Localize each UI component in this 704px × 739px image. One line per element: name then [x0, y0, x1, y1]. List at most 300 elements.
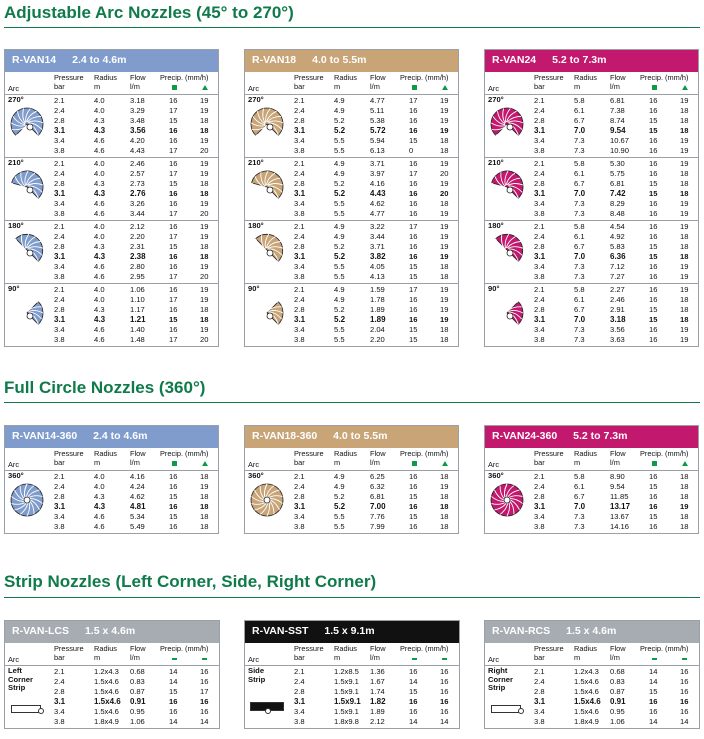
cell-radius: 1.5x9.1	[334, 707, 359, 716]
table-row	[5, 305, 218, 315]
cell-radius: 1.8x4.9	[94, 717, 119, 726]
cell-precip-triangle: 18	[440, 199, 449, 208]
cell-precip-triangle: 18	[200, 179, 209, 188]
table-row	[5, 492, 218, 502]
cell-pressure: 3.4	[294, 199, 305, 208]
col-m: m	[574, 653, 581, 662]
cell-precip-square: 16	[169, 262, 178, 271]
cell-flow: 7.99	[370, 522, 385, 531]
arc-label: 90°	[488, 284, 500, 293]
cell-flow: 2.73	[130, 179, 145, 188]
square-spacing-icon	[172, 461, 177, 466]
cell-precip-triangle: 20	[440, 189, 449, 198]
table-row	[5, 232, 218, 242]
table-row	[485, 252, 698, 262]
table-row	[485, 272, 698, 282]
cell-precip-square: 0	[409, 146, 414, 155]
col-m: m	[334, 653, 341, 662]
cell-precip-triangle: 18	[680, 305, 689, 314]
cell-precip-triangle: 18	[440, 512, 449, 521]
cell-precip-square: 15	[409, 512, 418, 521]
cell-pressure: 3.8	[54, 146, 65, 155]
cell-flow: 1.21	[130, 315, 146, 324]
cell-pressure: 3.8	[534, 272, 545, 281]
cell-precip-triangle: 16	[680, 687, 689, 696]
cell-precip-square: 17	[169, 146, 178, 155]
cell-pressure: 2.1	[54, 285, 65, 294]
table-row	[245, 242, 458, 252]
cell-flow: 4.62	[370, 199, 385, 208]
cell-pressure: 3.4	[54, 199, 65, 208]
cell-radius: 5.5	[334, 522, 345, 531]
cell-radius: 5.8	[574, 222, 585, 231]
nozzle-card	[4, 620, 220, 729]
cell-flow: 2.95	[130, 272, 145, 281]
cell-precip-triangle: 20	[200, 209, 209, 218]
cell-pressure: 2.4	[534, 106, 545, 115]
cell-precip-square: 15	[649, 305, 658, 314]
cell-flow: 0.87	[130, 687, 145, 696]
table-row	[5, 707, 219, 717]
cell-flow: 14.16	[610, 522, 630, 531]
cell-precip-triangle: 19	[680, 325, 689, 334]
cell-pressure: 3.4	[54, 136, 65, 145]
cell-precip-square: 16	[649, 697, 658, 706]
cell-flow: 3.44	[370, 232, 385, 241]
table-row	[5, 262, 218, 272]
cell-precip-triangle: 19	[440, 222, 449, 231]
cell-radius: 6.7	[574, 305, 585, 314]
cell-precip-square: 15	[649, 116, 658, 125]
cell-radius: 1.2x4.3	[94, 667, 119, 676]
cell-precip-square: 16	[409, 295, 418, 304]
cell-precip-square: 16	[649, 522, 658, 531]
cell-precip-triangle: 19	[680, 159, 689, 168]
cell-pressure: 3.8	[54, 209, 65, 218]
cell-radius: 4.9	[334, 96, 345, 105]
table-row	[5, 199, 218, 209]
cell-precip-square: 15	[409, 492, 418, 501]
cell-pressure: 3.8	[534, 209, 545, 218]
cell-flow: 2.46	[610, 295, 625, 304]
cell-flow: 6.81	[370, 492, 385, 501]
cell-precip-square: 17	[169, 295, 178, 304]
cell-precip-square: 16	[649, 325, 658, 334]
col-pressure: Pressure	[534, 644, 564, 653]
table-row	[485, 674, 699, 687]
cell-precip-square: 15	[649, 242, 658, 251]
cell-radius: 4.9	[334, 222, 345, 231]
table-row	[245, 687, 459, 697]
arc-group	[245, 471, 458, 533]
cell-pressure: 2.8	[54, 492, 65, 501]
card-model-name: R-VAN14	[12, 54, 57, 66]
cell-radius: 1.5x9.1	[334, 677, 359, 686]
cell-precip-triangle: 19	[200, 106, 209, 115]
cell-flow: 13.67	[610, 512, 630, 521]
cell-precip-square: 16	[649, 159, 658, 168]
cell-precip-triangle: 18	[680, 482, 689, 491]
cell-pressure: 2.8	[294, 116, 305, 125]
cell-precip-square: 16	[649, 209, 658, 218]
cell-precip-square: 16	[649, 136, 658, 145]
table-row	[245, 482, 458, 492]
cell-pressure: 2.8	[294, 687, 305, 696]
cell-pressure: 2.4	[54, 295, 65, 304]
cell-flow: 0.83	[130, 677, 145, 686]
cell-flow: 2.80	[130, 262, 145, 271]
cell-precip-square: 16	[409, 106, 418, 115]
cell-radius: 7.3	[574, 325, 585, 334]
cell-radius: 4.0	[94, 96, 105, 105]
cell-precip-square: 14	[409, 717, 418, 726]
cell-radius: 1.5x4.6	[94, 707, 119, 716]
col-bar: bar	[294, 458, 305, 467]
cell-precip-square: 16	[409, 242, 418, 251]
cell-flow: 13.17	[610, 502, 631, 511]
nozzle-card	[244, 620, 460, 729]
arc-group	[245, 158, 458, 221]
cell-flow: 2.57	[130, 169, 145, 178]
cell-precip-triangle: 18	[680, 242, 689, 251]
section-rule	[4, 27, 700, 28]
nozzle-card	[244, 425, 459, 534]
cell-radius: 4.0	[94, 472, 105, 481]
cell-flow: 0.68	[130, 667, 145, 676]
col-m: m	[574, 82, 581, 91]
table-row	[485, 492, 698, 502]
cell-pressure: 3.4	[294, 136, 305, 145]
arc-label: 270°	[248, 95, 264, 104]
cell-flow: 0.87	[610, 687, 625, 696]
cell-radius: 1.5x4.6	[574, 687, 599, 696]
cell-radius: 5.5	[334, 325, 345, 334]
column-headers	[245, 643, 459, 666]
cell-radius: 5.2	[334, 242, 345, 251]
cell-flow: 5.49	[130, 522, 145, 531]
col-lm: l/m	[130, 458, 140, 467]
cell-precip-square: 15	[169, 315, 178, 324]
cell-pressure: 3.4	[54, 262, 65, 271]
cell-precip-square: 16	[409, 116, 418, 125]
table-row	[485, 262, 698, 272]
cell-radius: 7.3	[574, 272, 585, 281]
cell-precip-square: 15	[649, 126, 658, 135]
arc-group	[245, 95, 458, 158]
col-precip: Precip. (mm/h)	[640, 644, 689, 653]
cell-pressure: 2.8	[534, 116, 545, 125]
table-row	[485, 179, 698, 189]
cell-precip-square: 15	[649, 179, 658, 188]
cell-precip-triangle: 19	[680, 222, 689, 231]
cell-precip-square: 15	[649, 189, 658, 198]
cell-flow: 11.85	[610, 492, 629, 501]
cell-radius: 7.0	[574, 252, 586, 261]
cell-precip-square: 17	[169, 209, 178, 218]
cell-precip-triangle: 18	[680, 189, 689, 198]
arc-group	[485, 284, 698, 346]
card-header	[485, 426, 698, 448]
cell-precip-square: 16	[409, 126, 418, 135]
table-row	[485, 189, 698, 199]
arc-label: 180°	[8, 221, 24, 230]
cell-radius: 6.1	[574, 169, 585, 178]
cell-precip-square: 16	[409, 502, 418, 511]
cell-pressure: 2.8	[54, 305, 65, 314]
cell-flow: 0.95	[130, 707, 145, 716]
cell-precip-square: 15	[649, 512, 658, 521]
cell-radius: 4.9	[334, 295, 345, 304]
cell-radius: 4.0	[94, 169, 105, 178]
cell-pressure: 2.1	[534, 222, 545, 231]
cell-precip-triangle: 19	[680, 502, 689, 511]
cell-flow: 2.76	[130, 189, 146, 198]
cell-precip-triangle: 19	[200, 262, 209, 271]
cell-radius: 4.3	[94, 126, 106, 135]
arc-label-line: Corner	[8, 674, 33, 684]
table-row	[485, 325, 698, 335]
cell-precip-triangle: 18	[200, 305, 209, 314]
cell-pressure: 3.4	[294, 707, 305, 716]
cell-precip-square: 14	[649, 677, 658, 686]
col-pressure: Pressure	[54, 449, 84, 458]
card-radius-range: 2.4 to 4.6m	[72, 54, 127, 66]
table-row	[245, 136, 458, 146]
cell-flow: 5.75	[610, 169, 625, 178]
cell-precip-square: 16	[409, 159, 418, 168]
col-precip: Precip. (mm/h)	[160, 73, 209, 82]
cell-radius: 4.9	[334, 232, 345, 241]
cell-pressure: 2.8	[534, 179, 545, 188]
col-flow: Flow	[610, 449, 626, 458]
cell-precip-square: 16	[169, 189, 178, 198]
cell-radius: 4.9	[334, 106, 345, 115]
cell-precip-triangle: 18	[440, 272, 449, 281]
cell-pressure: 2.1	[294, 159, 305, 168]
cell-radius: 5.2	[334, 116, 345, 125]
cell-precip-triangle: 18	[200, 116, 209, 125]
cell-radius: 4.0	[94, 159, 105, 168]
cell-flow: 3.56	[610, 325, 625, 334]
cell-flow: 6.13	[370, 146, 385, 155]
cell-pressure: 3.8	[294, 272, 305, 281]
cell-flow: 6.32	[370, 482, 385, 491]
cell-flow: 5.83	[610, 242, 625, 251]
cell-radius: 4.6	[94, 512, 105, 521]
cell-precip-triangle: 19	[440, 482, 449, 491]
cell-precip-triangle: 19	[440, 285, 449, 294]
cell-precip-triangle: 18	[200, 242, 209, 251]
cell-precip-square: 16	[409, 707, 418, 716]
table-row	[245, 209, 458, 219]
cell-precip-square: 17	[409, 96, 418, 105]
triangular-spacing-icon	[202, 658, 207, 660]
nozzle-card	[484, 425, 699, 534]
arc-group	[5, 666, 219, 728]
cell-pressure: 3.1	[294, 697, 306, 706]
cell-radius: 5.5	[334, 146, 345, 155]
cell-precip-triangle: 18	[440, 136, 449, 145]
cell-radius: 4.3	[94, 179, 105, 188]
cell-precip-square: 17	[409, 222, 418, 231]
cell-radius: 7.3	[574, 522, 585, 531]
cell-precip-triangle: 16	[680, 677, 689, 686]
cell-radius: 4.9	[334, 159, 345, 168]
card-model-name: R-VAN24-360	[492, 430, 558, 442]
cell-pressure: 3.4	[294, 325, 305, 334]
cell-radius: 6.7	[574, 242, 585, 251]
cell-precip-square: 17	[169, 335, 178, 344]
table-row	[485, 335, 698, 345]
cell-precip-square: 16	[649, 96, 658, 105]
cell-radius: 4.0	[94, 285, 105, 294]
col-bar: bar	[54, 653, 65, 662]
card-model-name: R-VAN14-360	[12, 430, 78, 442]
table-row	[245, 674, 459, 687]
arc-label: 180°	[248, 221, 264, 230]
cell-precip-triangle: 19	[440, 305, 449, 314]
nozzle-card	[484, 49, 699, 347]
cell-radius: 1.5x4.6	[94, 697, 121, 706]
card-radius-range: 1.5 x 4.6m	[84, 625, 136, 637]
table-row	[5, 295, 218, 305]
cell-pressure: 2.4	[54, 106, 65, 115]
cell-flow: 10.67	[610, 136, 630, 145]
cell-flow: 1.48	[130, 335, 145, 344]
col-radius: Radius	[574, 449, 598, 458]
cell-precip-triangle: 18	[200, 472, 209, 481]
cell-radius: 5.5	[334, 512, 345, 521]
cell-radius: 4.0	[94, 222, 105, 231]
arc-label-line: Strip	[8, 683, 26, 692]
cell-pressure: 2.8	[294, 179, 305, 188]
cell-precip-square: 15	[169, 242, 178, 251]
card-header	[5, 50, 218, 72]
table-row	[245, 96, 458, 106]
table-row	[485, 146, 698, 156]
card-header	[485, 621, 699, 643]
cell-precip-triangle: 19	[440, 179, 449, 188]
col-arc: Arc	[488, 655, 500, 664]
cell-pressure: 3.1	[294, 315, 306, 324]
cell-pressure: 3.4	[294, 512, 305, 521]
table-row	[485, 295, 698, 305]
table-row	[245, 232, 458, 242]
cell-radius: 7.0	[574, 189, 586, 198]
cell-pressure: 2.4	[534, 482, 545, 491]
col-bar: bar	[294, 653, 305, 662]
col-arc: Arc	[248, 84, 260, 93]
cell-flow: 7.76	[370, 512, 385, 521]
arc-label-line: Strip	[248, 674, 266, 684]
cell-precip-square: 16	[649, 502, 658, 511]
cell-radius: 5.2	[334, 502, 346, 511]
card-radius-range: 1.5 x 4.6m	[566, 625, 617, 637]
cell-precip-square: 16	[409, 252, 418, 261]
table-row	[245, 285, 458, 295]
cell-precip-triangle: 18	[680, 179, 689, 188]
triangular-spacing-icon	[682, 461, 688, 466]
cell-precip-square: 14	[649, 717, 658, 726]
cell-precip-triangle: 18	[440, 146, 449, 155]
cell-precip-triangle: 16	[200, 707, 209, 716]
cell-precip-triangle: 18	[200, 189, 209, 198]
cell-flow: 2.20	[370, 335, 385, 344]
cell-flow: 7.27	[610, 272, 625, 281]
cell-flow: 1.36	[370, 667, 385, 676]
cell-flow: 8.48	[610, 209, 625, 218]
cell-radius: 7.0	[574, 126, 586, 135]
table-row	[245, 502, 458, 512]
cell-pressure: 2.4	[294, 232, 305, 241]
cell-flow: 0.95	[610, 707, 625, 716]
cell-radius: 4.9	[334, 472, 345, 481]
cell-flow: 1.89	[370, 707, 385, 716]
col-radius: Radius	[574, 644, 598, 653]
table-row	[5, 717, 219, 727]
table-row	[5, 126, 218, 136]
cell-precip-square: 16	[649, 472, 658, 481]
col-radius: Radius	[94, 644, 118, 653]
cell-precip-triangle: 18	[680, 106, 689, 115]
cell-flow: 1.06	[610, 717, 625, 726]
cell-precip-triangle: 18	[680, 232, 689, 241]
column-headers	[245, 448, 458, 471]
cell-precip-square: 16	[409, 305, 418, 314]
cell-pressure: 2.1	[294, 285, 305, 294]
cell-precip-triangle: 18	[440, 502, 449, 511]
cell-pressure: 3.8	[534, 717, 545, 726]
triangular-spacing-icon	[202, 461, 208, 466]
cell-precip-square: 16	[409, 522, 418, 531]
cell-pressure: 2.8	[54, 116, 65, 125]
cell-precip-triangle: 16	[440, 697, 449, 706]
cell-radius: 4.3	[94, 492, 105, 501]
arc-label: 360°	[8, 471, 24, 480]
cell-flow: 2.31	[130, 242, 145, 251]
cell-precip-triangle: 16	[680, 667, 689, 676]
triangular-spacing-icon	[442, 461, 448, 466]
cell-pressure: 2.8	[534, 492, 545, 501]
cell-precip-triangle: 19	[680, 146, 689, 155]
table-row	[245, 126, 458, 136]
cell-flow: 7.42	[610, 189, 626, 198]
cell-pressure: 2.8	[294, 242, 305, 251]
table-row	[245, 189, 458, 199]
cell-precip-square: 17	[169, 169, 178, 178]
cell-precip-square: 15	[169, 512, 178, 521]
cell-radius: 6.1	[574, 295, 585, 304]
cell-precip-triangle: 18	[680, 169, 689, 178]
table-row	[5, 222, 218, 232]
cell-flow: 4.05	[370, 262, 385, 271]
col-flow: Flow	[370, 449, 386, 458]
col-lm: l/m	[610, 653, 620, 662]
cell-radius: 5.5	[334, 262, 345, 271]
cell-precip-triangle: 16	[440, 667, 449, 676]
cell-flow: 6.25	[370, 472, 385, 481]
cell-precip-triangle: 16	[440, 677, 449, 686]
cell-precip-square: 16	[649, 335, 658, 344]
cell-pressure: 3.1	[294, 189, 306, 198]
col-precip: Precip. (mm/h)	[640, 73, 689, 82]
table-row	[5, 242, 218, 252]
cell-precip-triangle: 19	[200, 169, 209, 178]
arc-label: 270°	[488, 95, 504, 104]
cell-pressure: 3.8	[54, 335, 65, 344]
arc-label: 360°	[488, 471, 504, 480]
cell-pressure: 2.4	[294, 482, 305, 491]
